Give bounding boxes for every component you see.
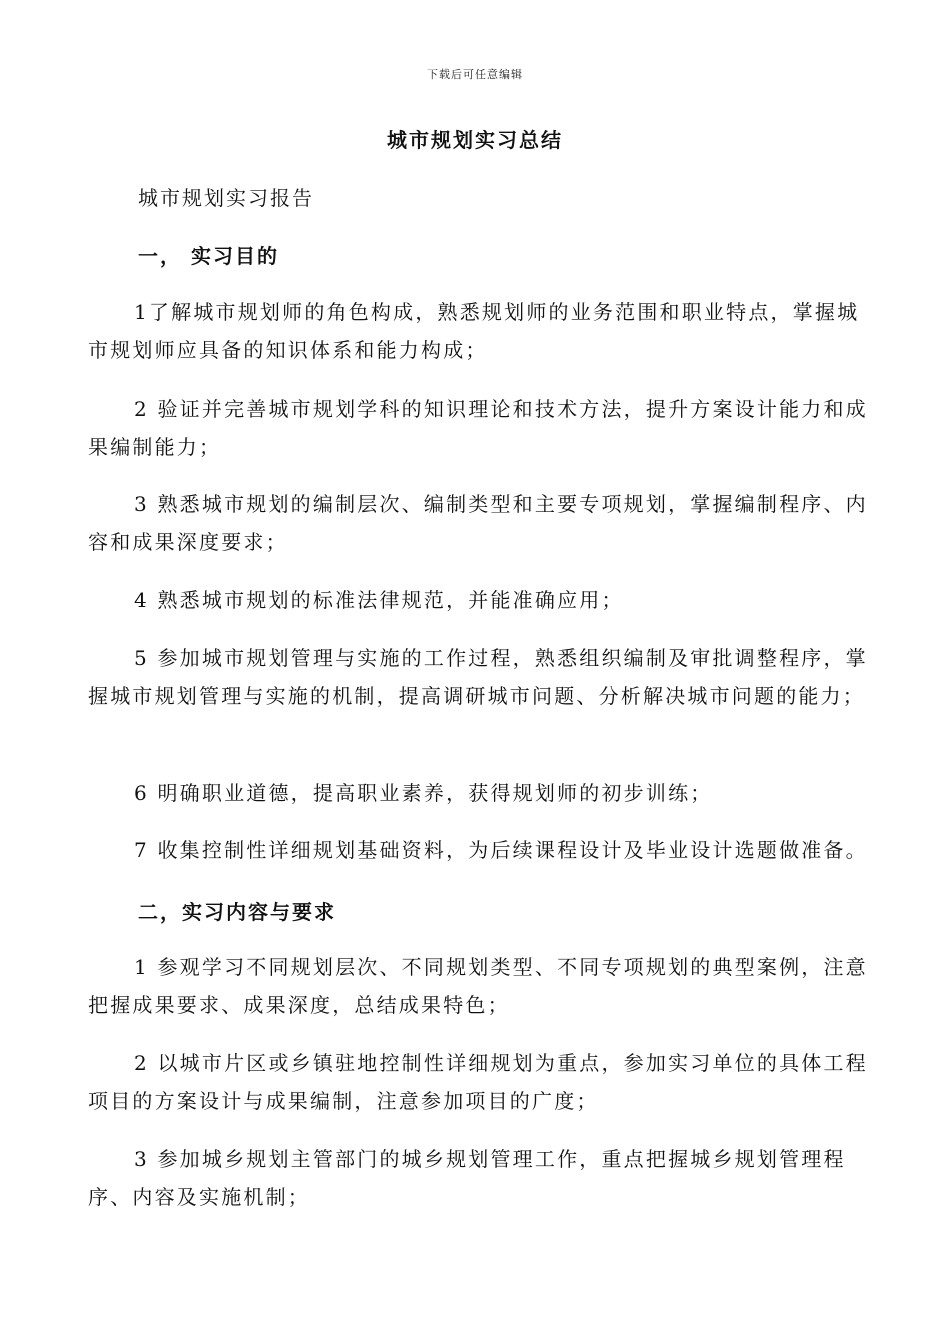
paragraph: 6 明确职业道德，提高职业素养，获得规划师的初步训练； <box>134 781 713 805</box>
paragraph: 3 参加城乡规划主管部门的城乡规划管理工作，重点把握城乡规划管理程序、内容及实施机制； <box>88 1147 846 1209</box>
paragraph: 1了解城市规划师的角色构成，熟悉规划师的业务范围和职业特点，掌握城市规划师应具备的知识体系和能力构成； <box>88 300 860 362</box>
document-title: 城市规划实习总结 <box>387 128 563 152</box>
paragraph: 1 参观学习不同规划层次、不同规划类型、不同专项规划的典型案例，注意把握成果要求、成果深度，总结成果特色； <box>88 955 868 1017</box>
document-subtitle: 城市规划实习报告 <box>138 186 314 210</box>
paragraph: 4 熟悉城市规划的标准法律规范，并能准确应用； <box>134 588 624 612</box>
header-note: 下载后可任意编辑 <box>427 68 523 81</box>
paragraph: 5 参加城市规划管理与实施的工作过程，熟悉组织编制及审批调整程序，掌握城市规划管理与实施的机制，提高调研城市问题、分析解决城市问题的能力； <box>88 646 868 708</box>
paragraph: 2 验证并完善城市规划学科的知识理论和技术方法，提升方案设计能力和成果编制能力； <box>88 397 868 459</box>
section-heading-objectives: 一， 实习目的 <box>138 244 279 268</box>
paragraph: 7 收集控制性详细规划基础资料，为后续课程设计及毕业设计选题做准备。 <box>134 838 868 862</box>
section-heading-content: 二，实习内容与要求 <box>138 900 336 924</box>
paragraph: 3 熟悉城市规划的编制层次、编制类型和主要专项规划，掌握编制程序、内容和成果深度要求； <box>88 492 868 554</box>
paragraph: 2 以城市片区或乡镇驻地控制性详细规划为重点，参加实习单位的具体工程项目的方案设计与成果编制，注意参加项目的广度； <box>88 1051 868 1113</box>
